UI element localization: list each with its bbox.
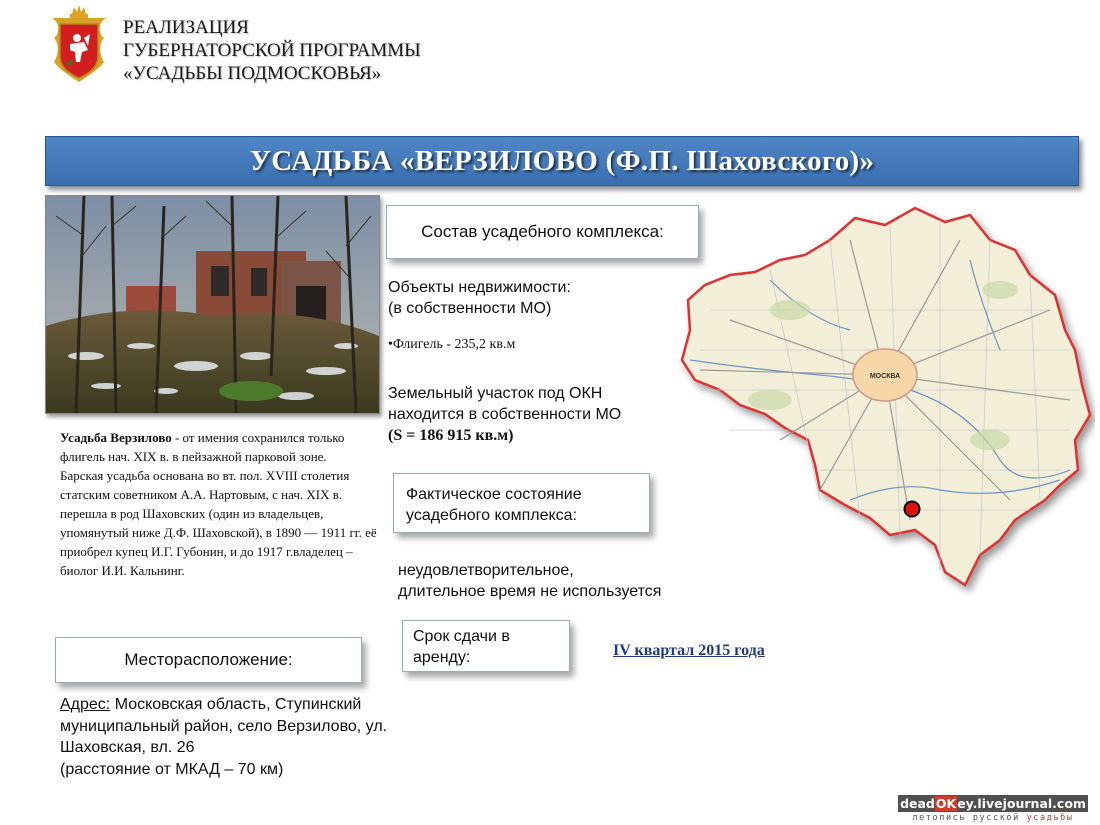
objects-line-2: (в собственности МО)	[388, 300, 552, 317]
program-title-line-3: «УСАДЬБЫ ПОДМОСКОВЬЯ»	[123, 63, 382, 84]
program-title-line-2: ГУБЕРНАТОРСКОЙ ПРОГРАММЫ	[123, 40, 421, 61]
watermark-main	[898, 795, 1088, 812]
state-heading: Фактическое состояние усадебного комплекса:	[406, 486, 582, 524]
deadline-heading: Срок сдачи в аренду:	[413, 628, 510, 666]
watermark-main-a: dead	[900, 796, 935, 811]
program-title-line-1: РЕАЛИЗАЦИЯ	[123, 17, 249, 38]
location-heading: Месторасположение:	[124, 650, 293, 669]
estate-ruins-photo	[45, 195, 380, 414]
distance-text: (расстояние от МКАД – 70 км)	[60, 760, 284, 778]
land-area: (S = 186 915 кв.м)	[388, 427, 514, 444]
deadline-value-link[interactable]: IV квартал 2015 года	[613, 642, 765, 659]
deadline-heading-box	[402, 620, 570, 672]
address-block	[60, 694, 400, 780]
land-plot-info	[388, 383, 621, 446]
state-heading-box	[393, 473, 650, 533]
moscow-region-map	[670, 200, 1095, 595]
composition-heading: Состав усадебного комплекса:	[421, 222, 664, 241]
watermark-main-b: ey.livejournal.com	[957, 796, 1086, 811]
estate-description	[60, 428, 386, 580]
estate-title-banner	[45, 136, 1079, 186]
watermark-sub-a: летопись русской	[912, 813, 1027, 823]
estate-description-text-1: - от имения сохранился только флигель нач. XIX в. в пейзажной парковой зоне.	[60, 430, 345, 464]
map-moscow-label: МОСКВА	[869, 373, 901, 380]
watermark-sub-b: усадьбы	[1026, 813, 1074, 823]
watermark-main-ok: OK	[935, 796, 957, 811]
outbuilding-item: •Флигель - 235,2 кв.м	[388, 337, 516, 352]
objects-line-1: Объекты недвижимости:	[388, 279, 571, 296]
estate-title: УСАДЬБА «ВЕРЗИЛОВО (Ф.П. Шаховского)»	[249, 144, 875, 177]
location-heading-box	[55, 637, 362, 683]
state-value-line-1: неудовлетворительное,	[398, 562, 574, 579]
watermark-sub	[898, 813, 1088, 823]
address-text: Московская область, Ступинский муниципальный район, село Верзилово, ул. Шаховская, вл. 26	[60, 696, 388, 756]
estate-location-marker	[905, 502, 920, 517]
real-estate-objects	[388, 277, 571, 319]
program-title	[123, 16, 421, 85]
livejournal-watermark	[898, 795, 1088, 823]
estate-name: Усадьба Верзилово	[60, 430, 172, 445]
state-value-line-2: длительное время не используется	[398, 583, 662, 600]
moscow-oblast-coat-of-arms-icon	[50, 4, 108, 86]
land-line-2: находится в собственности МО	[388, 406, 622, 423]
composition-heading-box	[386, 205, 699, 259]
address-label: Адрес:	[60, 696, 111, 713]
land-line-1: Земельный участок под ОКН	[388, 385, 603, 402]
estate-description-text-2: Барская усадьба основана во вт. пол. XVIII столетия статским советником А.А. Нартовым, с нач. XIX в. перешла в род Шаховских (один из владельцев, упомянутый ниже Д.Ф. Шаховской), в 1890 — 1911 гг. её приобрел купец И.Г. Губонин, и до 1917 г.владелец – биолог И.И. Кальнинг.	[60, 468, 377, 578]
state-value	[398, 560, 661, 602]
